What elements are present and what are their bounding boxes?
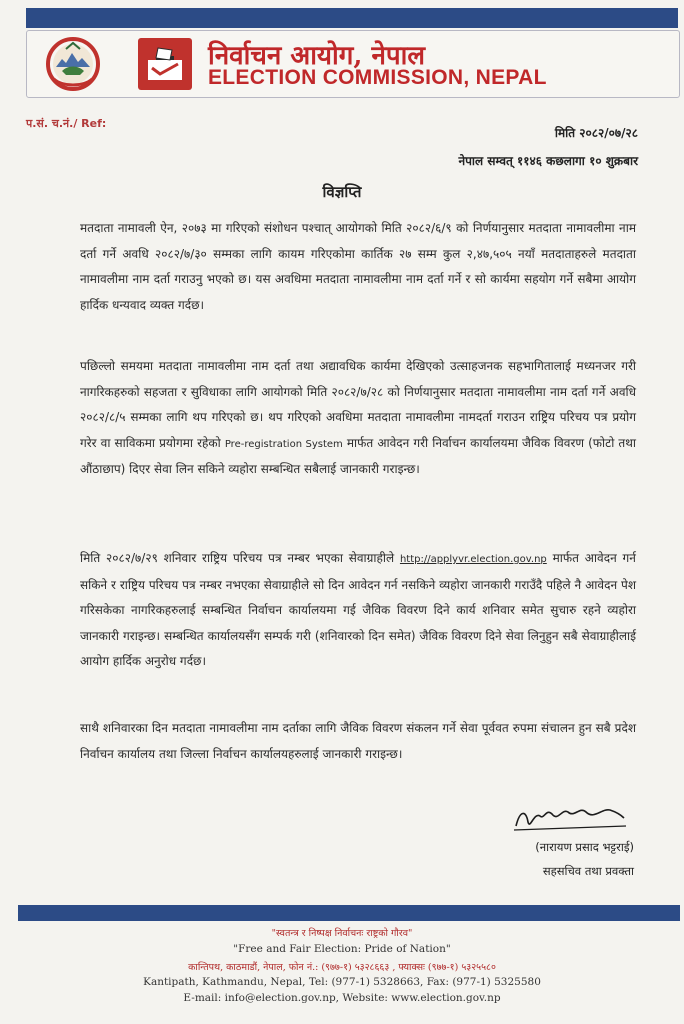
paragraph-2-text-before: पछिल्लो समयमा मतदाता नामावलीमा नाम दर्ता तथा अद्यावधिक कार्यमा देखिएको उत्साहजनक सहभागितालाई मध्यनजर गरी नागरिकहरुको सहजता र सुविधाका लागि आयोगको मिति २०८२/७/२८ को निर्णयानुसार मतदाता नामावलीमा नाम दर्ता गर्ने अवधि २०८२/८/५ सम्मका लागि थप गरिएको छ। थप गरिएको अवधिमा मतदाता नामावलीमा नामदर्ता गराउन राष्ट्रिय परिचय पत्र प्रयोग गरेर वा साविकमा प्रयोगमा रहेको — [80, 359, 636, 450]
apply-url-link[interactable]: http://applyvr.election.gov.np — [399, 554, 547, 565]
paragraph-3 — [80, 546, 636, 675]
footer-motto-english: "Free and Fair Election: Pride of Nation" — [233, 943, 451, 955]
election-commission-logo-icon — [138, 38, 192, 90]
notice-title: विज्ञप्ति — [322, 183, 362, 201]
footer-address-nepali: कान्तिपथ, काठमाडौं, नेपाल, फोन नं.: (९७७-१) ५३२८६६३ , फ्याक्सः (९७७-१) ५३२५५८० — [188, 962, 496, 973]
paragraph-3-text-before: मिति २०८२/७/२९ शनिवार राष्ट्रिय परिचय पत्र नम्बर भएका सेवाग्राहीले — [80, 551, 395, 565]
paragraph-2-text-after: मार्फत आवेदन गरी निर्वाचन कार्यालयमा जैविक विवरण (फोटो तथा औंठाछाप) दिएर सेवा लिन सकिने व्यहोरा सम्बन्धित सबैलाई जानकारी गराइन्छ। — [80, 435, 637, 477]
paragraph-1: मतदाता नामावली ऐन, २०७३ मा गरिएको संशोधन पश्चात् आयोगको मिति २०८२/६/९ को निर्णयानुसार मतदाता नामावलीमा नाम दर्ता गर्ने अवधि २०८२/७/३० सम्मका लागि कायम गरिएकोमा कार्तिक २७ सम्म कुल २,४७,५०५ नयाँ मतदाताहरुले मतदाता नामावलीमा नाम दर्ता गराउनु भएको छ। यस अवधिमा मतदाता नामावलीमा नाम दर्ता गर्ने र सो कार्यमा सहयोग गर्ने सबैमा आयोग हार्दिक धन्यवाद व्यक्त गर्दछ। — [80, 221, 636, 312]
organization-name-english: ELECTION COMMISSION, NEPAL — [208, 66, 547, 89]
reference-label: प.सं. च.नं./ Ref: — [26, 117, 107, 130]
footer-address-english: Kantipath, Kathmandu, Nepal, Tel: (977-1) 5328663, Fax: (977-1) 5325580 — [143, 976, 541, 988]
nepal-emblem-icon — [44, 35, 102, 91]
organization-name-nepali: निर्वाचन आयोग, नेपाल — [208, 41, 426, 71]
pre-registration-system-label: Pre-registration System — [224, 438, 343, 450]
footer-bar — [18, 905, 680, 921]
signer-title: सहसचिव तथा प्रवक्ता — [542, 864, 634, 878]
header-bar — [26, 8, 678, 28]
paragraph-4: साथै शनिवारका दिन मतदाता नामावलीमा नाम दर्ताका लागि जैविक विवरण संकलन गर्ने सेवा पूर्ववत रुपमा संचालन हुन सबै प्रदेश निर्वाचन कार्यालय तथा जिल्ला निर्वाचन कार्यालयहरुलाई जानकारी गराइन्छ। — [80, 721, 636, 761]
footer-motto-nepali: "स्वतन्त्र र निष्पक्ष निर्वाचनः राष्ट्रको गौरव" — [271, 928, 413, 939]
nepal-sambat-date: नेपाल सम्वत् ११४६ कछलागा १० शुक्रबार — [458, 154, 638, 168]
paragraph-2 — [80, 354, 636, 483]
paragraph-3-text-after: मार्फत आवेदन गर्न सकिने र राष्ट्रिय परिचय पत्र नम्बर नभएका सेवाग्राहीले सो दिन आवेदन गर्न नसकिने व्यहोरा जानकारी गराउँदै पहिले नै आवेदन पेश गरिसकेका नागरिकहरुलाई सम्बन्धित निर्वाचन कार्यालयमा गई जैविक विवरण दिने कार्य शनिवार समेत सुचारु रहने व्यहोरा जानकारी गराइन्छ। सम्बन्धित कार्यालयसँग सम्पर्क गरी (शनिवारको दिन समेत) जैविक विवरण दिने सेवा लिनुहुन सबै सेवाग्राहीलाई आयोग हार्दिक अनुरोध गर्दछ। — [80, 551, 636, 669]
signer-name: (नारायण प्रसाद भट्टराई) — [535, 840, 634, 854]
date-line: मिति २०८२/०७/२८ — [554, 126, 638, 140]
footer-contact: E-mail: info@election.gov.np, Website: www.election.gov.np — [183, 992, 501, 1004]
signature-icon — [510, 800, 630, 834]
